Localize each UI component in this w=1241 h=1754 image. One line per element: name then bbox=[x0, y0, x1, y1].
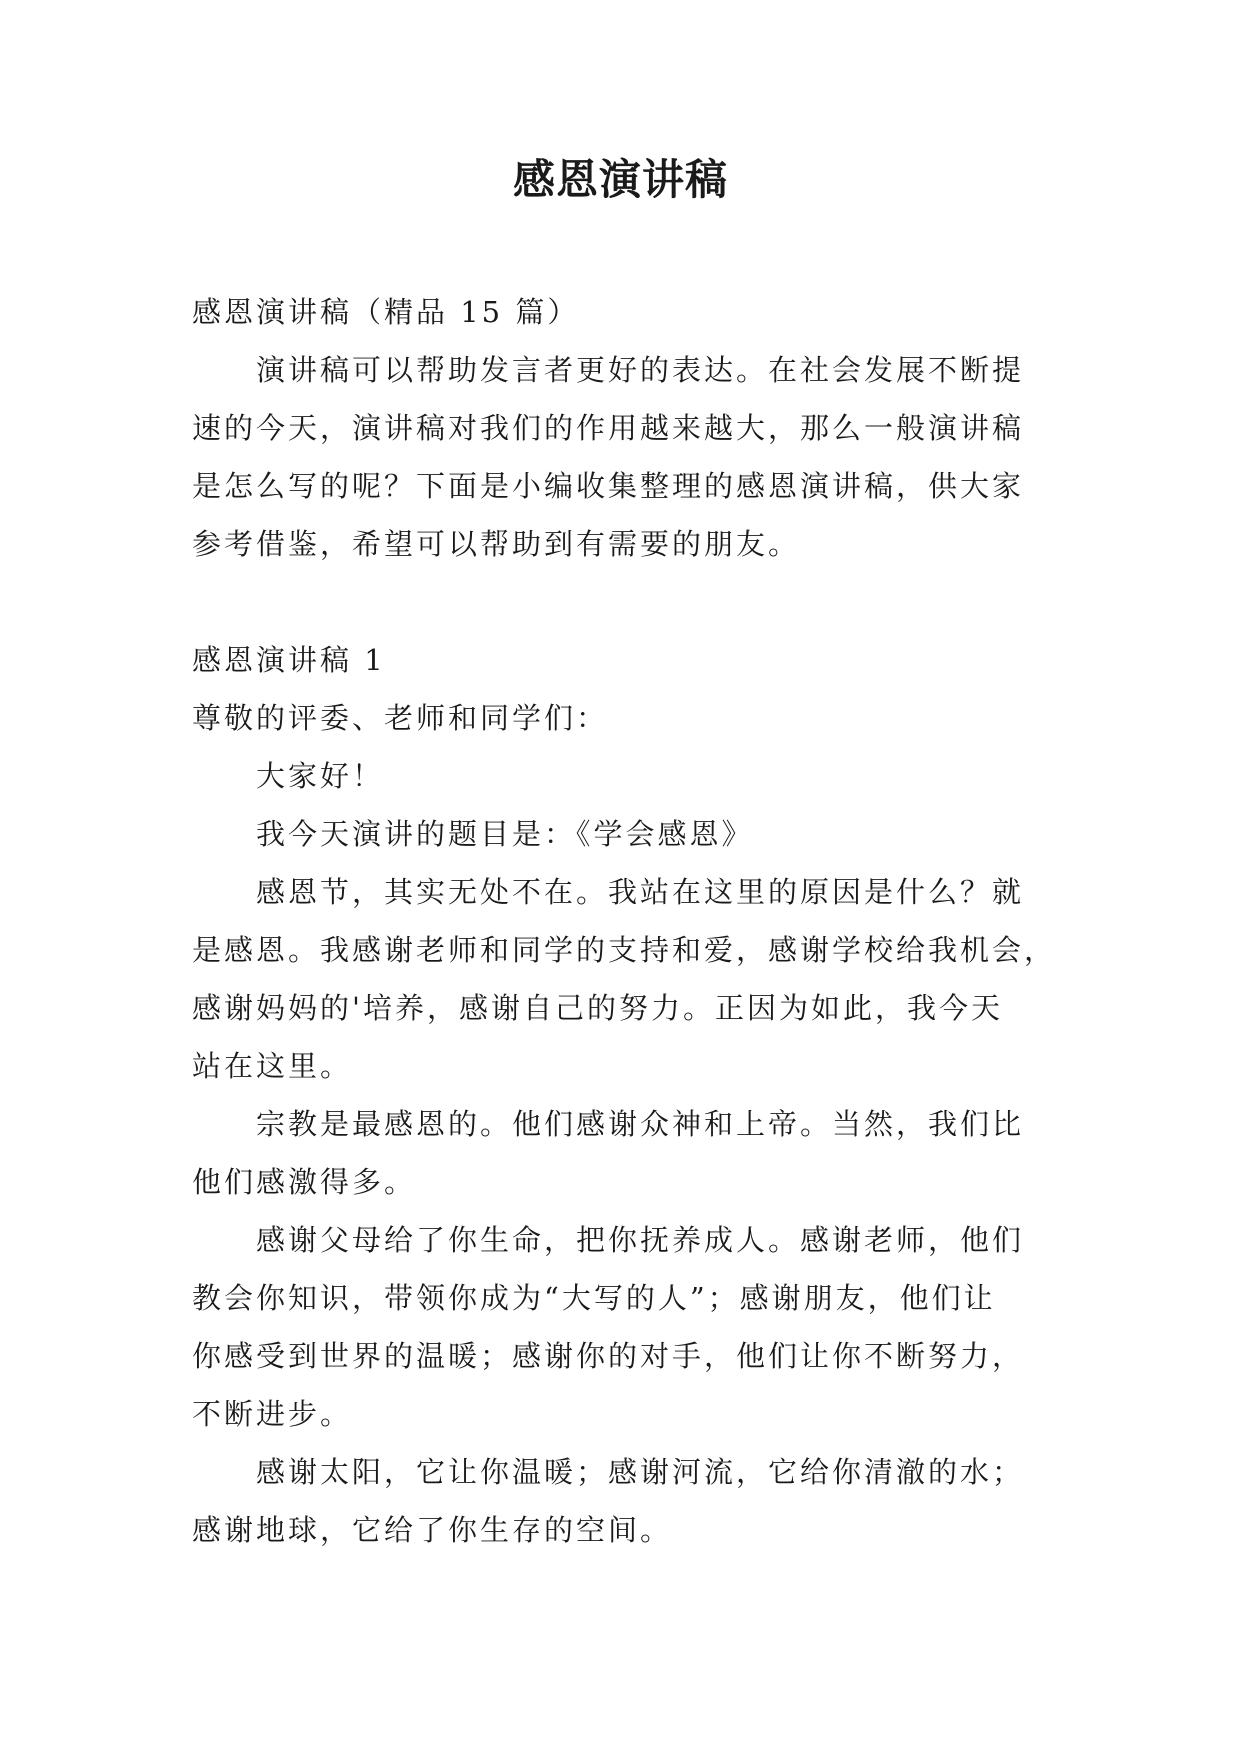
paragraph-line: 你感受到世界的温暖；感谢你的对手，他们让你不断努力， bbox=[192, 1339, 1025, 1373]
greeting: 大家好！ bbox=[256, 759, 385, 793]
paragraph-line: 感谢妈妈的'培养，感谢自己的努力。正因为如此，我今天 bbox=[192, 991, 1003, 1025]
intro-line: 是怎么写的呢？下面是小编收集整理的感恩演讲稿，供大家 bbox=[192, 469, 1025, 503]
topic-line: 我今天演讲的题目是：《学会感恩》 bbox=[256, 817, 754, 851]
paragraph-line: 感谢太阳，它让你温暖；感谢河流，它给你清澈的水； bbox=[256, 1455, 1025, 1489]
intro-line: 速的今天，演讲稿对我们的作用越来越大，那么一般演讲稿 bbox=[192, 411, 1025, 445]
section-heading: 感恩演讲稿 1 bbox=[192, 643, 386, 677]
document-body bbox=[192, 283, 1072, 1559]
paragraph-line: 感谢父母给了你生命，把你抚养成人。感谢老师，他们 bbox=[256, 1223, 1025, 1257]
paragraph-line: 宗教是最感恩的。他们感谢众神和上帝。当然，我们比 bbox=[256, 1107, 1025, 1141]
paragraph-line: 感谢地球，它给了你生存的空间。 bbox=[192, 1513, 673, 1547]
intro-line: 参考借鉴，希望可以帮助到有需要的朋友。 bbox=[192, 527, 801, 561]
intro-line: 演讲稿可以帮助发言者更好的表达。在社会发展不断提 bbox=[256, 353, 1025, 387]
paragraph-line: 教会你知识，带领你成为“大写的人”；感谢朋友，他们让 bbox=[192, 1281, 996, 1315]
document-subtitle: 感恩演讲稿（精品 15 篇） bbox=[192, 295, 580, 329]
document-title: 感恩演讲稿 bbox=[512, 155, 728, 204]
paragraph-line: 感恩节，其实无处不在。我站在这里的原因是什么？就 bbox=[256, 875, 1025, 909]
paragraph-line: 不断进步。 bbox=[192, 1397, 353, 1431]
paragraph-line: 他们感激得多。 bbox=[192, 1165, 417, 1199]
paragraph-line: 站在这里。 bbox=[192, 1049, 353, 1083]
paragraph-line: 是感恩。我感谢老师和同学的支持和爱，感谢学校给我机会， bbox=[192, 933, 1057, 967]
salutation: 尊敬的评委、老师和同学们： bbox=[192, 701, 609, 735]
paragraph-gap bbox=[192, 573, 1072, 631]
